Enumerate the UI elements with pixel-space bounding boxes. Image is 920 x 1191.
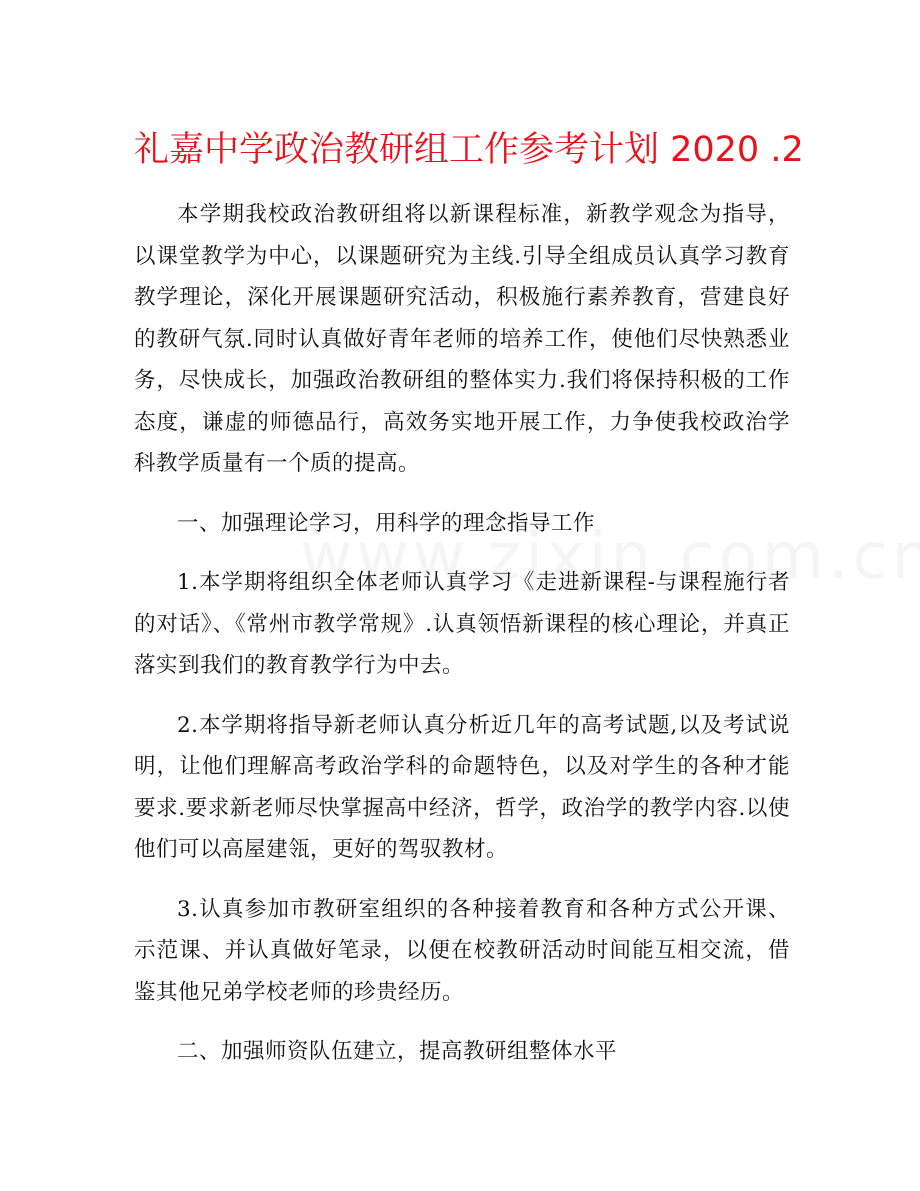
section-heading-2: 二、加强师资队伍建立，提高教研组整体水平: [177, 1039, 618, 1064]
intro-paragraph: 本学期我校政治教研组将以新课程标准，新教学观念为指导，以课堂教学为中心，以课题研究为主线.引导全组成员认真学习教育教学理论，深化开展课题研究活动，积极施行素养教育，营建良好的教研气氛.同时认真做好青年老师的培养工作，使他们尽快熟悉业务，尽快成长，加强政治教研组的整体实力.我们将保持积极的工作态度，谦虚的师德品行，高效务实地开展工作，力争使我校政治学科教学质量有一个质的提高。: [134, 202, 790, 476]
paragraph-gap: [134, 544, 790, 562]
item-paragraph-2: 2.本学期将指导新老师认真分析近几年的高考试题,以及考试说明，让他们理解高考政治学科的命题特色，以及对学生的各种才能要求.要求新老师尽快掌握高中经济，哲学，政治学的教学内容.以使他们可以高屋建瓴，更好的驾驭教材。: [134, 712, 790, 862]
document-title: 礼嘉中学政治教研组工作参考计划 2020 .2: [134, 130, 804, 170]
paragraph-gap: [134, 871, 790, 889]
paragraph-gap: [134, 1013, 790, 1031]
item-paragraph-3: 3.认真参加市教研室组织的各种接着教育和各种方式公开课、示范课、并认真做好笔录，以便在校教研活动时间能互相交流，借鉴其他兄弟学校老师的珍贵经历。: [134, 896, 790, 1005]
section-heading-1: 一、加强理论学习，用科学的理念指导工作: [177, 510, 596, 536]
paragraph-gap: [134, 485, 790, 503]
item-paragraph-1: 1.本学期将组织全体老师认真学习《走进新课程-与课程施行者的对话》、《常州市教学常规》.认真领悟新课程的核心理论，并真正落实到我们的教育教学行为中去。: [134, 570, 790, 678]
paragraph-gap: [134, 687, 790, 705]
